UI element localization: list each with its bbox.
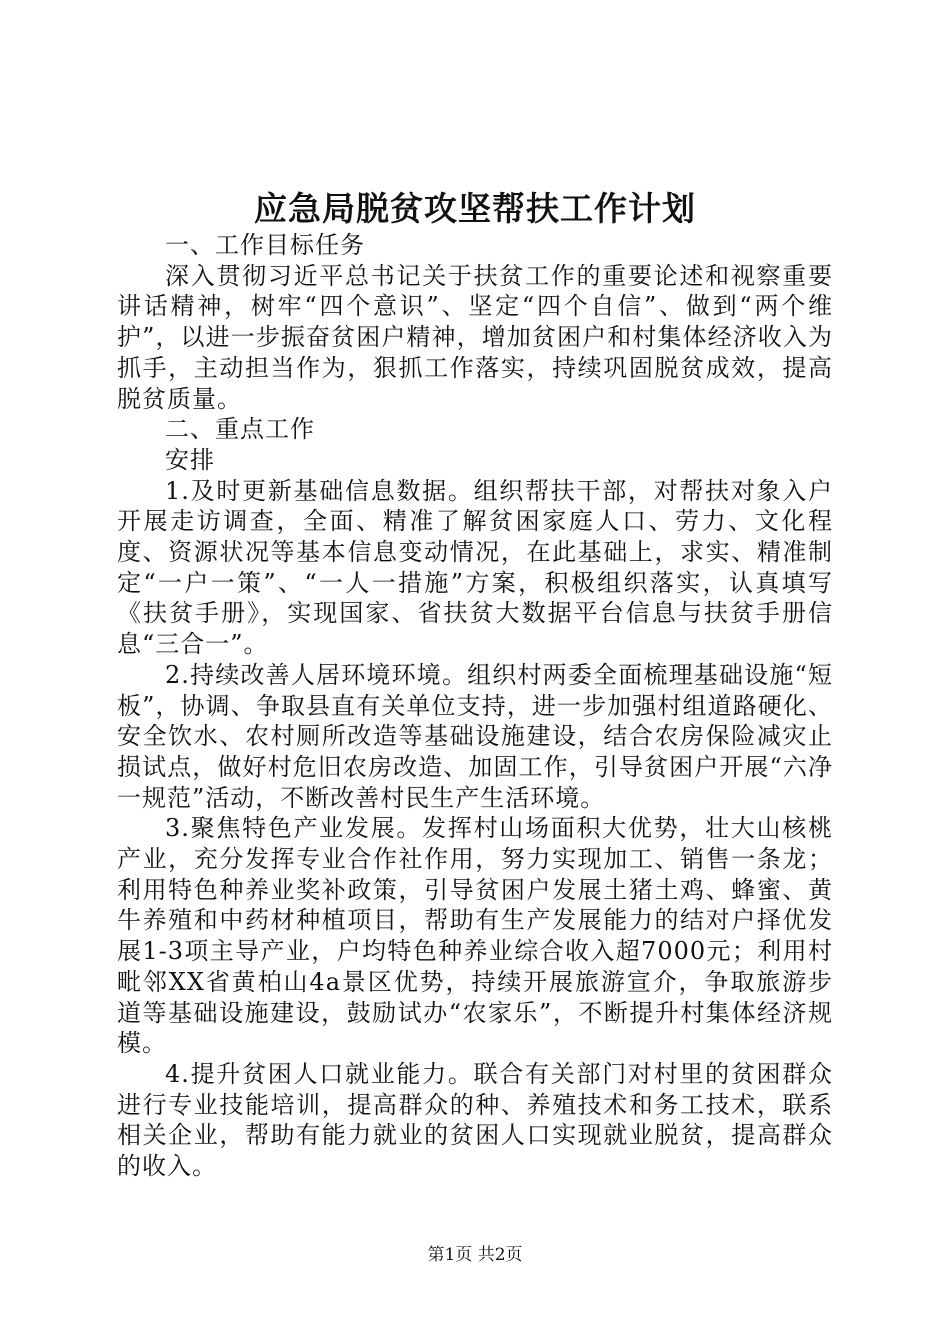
paragraph-item-2: 2.持续改善人居环境环境。组织村两委全面梳理基础设施“短板”，协调、争取县直有关单位支持，进一步加强村组道路硬化、安全饮水、农村厕所改造等基础设施建设，结合农房保险减灾止损试点，做好村危旧农房改造、加固工作，引导贫困户开展“六净一规范”活动，不断改善村民生产生活环境。 — [117, 660, 833, 812]
section-heading-goals: 一、工作目标任务 — [165, 231, 365, 259]
paragraph-item-1: 1.及时更新基础信息数据。组织帮扶干部，对帮扶对象入户开展走访调查，全面、精准了解贫困家庭人口、劳力、文化程度、资源状况等基本信息变动情况，在此基础上，求实、精准制定“一户一策”、“一人一措施”方案，积极组织落实，认真填写《扶贫手册》，实现国家、省扶贫大数据平台信息与扶贫手册信息“三合一”。 — [117, 476, 833, 659]
section-heading-arrangement: 安排 — [165, 445, 215, 474]
paragraph-goals: 深入贯彻习近平总书记关于扶贫工作的重要论述和视察重要讲话精神，树牢“四个意识”、坚定“四个自信”、做到“两个维护”，以进一步振奋贫困户精神，增加贫困户和村集体经济收入为抓手，主动担当作为，狠抓工作落实，持续巩固脱贫成效，提高脱贫质量。 — [117, 261, 833, 413]
paragraph-item-4: 4.提升贫困人口就业能力。联合有关部门对村里的贫困群众进行专业技能培训，提高群众的种、养殖技术和务工技术，联系相关企业，帮助有能力就业的贫困人口实现就业脱贫，提高群众的收入。 — [117, 1059, 833, 1181]
document-body — [117, 230, 833, 1182]
page-footer: 第1页 共2页 — [427, 1245, 523, 1265]
paragraph-item-3: 3.聚焦特色产业发展。发挥村山场面积大优势，壮大山核桃产业，充分发挥专业合作社作用，努力实现加工、销售一条龙；利用特色种养业奖补政策，引导贫困户发展土猪土鸡、蜂蜜、黄牛养殖和中药材种植项目，帮助有生产发展能力的结对户择优发展1-3项主导产业，户均特色种养业综合收入超7000元；利用村毗邻XX省黄柏山4a景区优势，持续开展旅游宣介，争取旅游步道等基础设施建设，鼓励试办“农家乐”，不断提升村集体经济规模。 — [117, 814, 833, 1058]
section-heading-key-work: 二、重点工作 — [165, 415, 315, 444]
document-title: 应急局脱贫攻坚帮扶工作计划 — [254, 189, 696, 228]
